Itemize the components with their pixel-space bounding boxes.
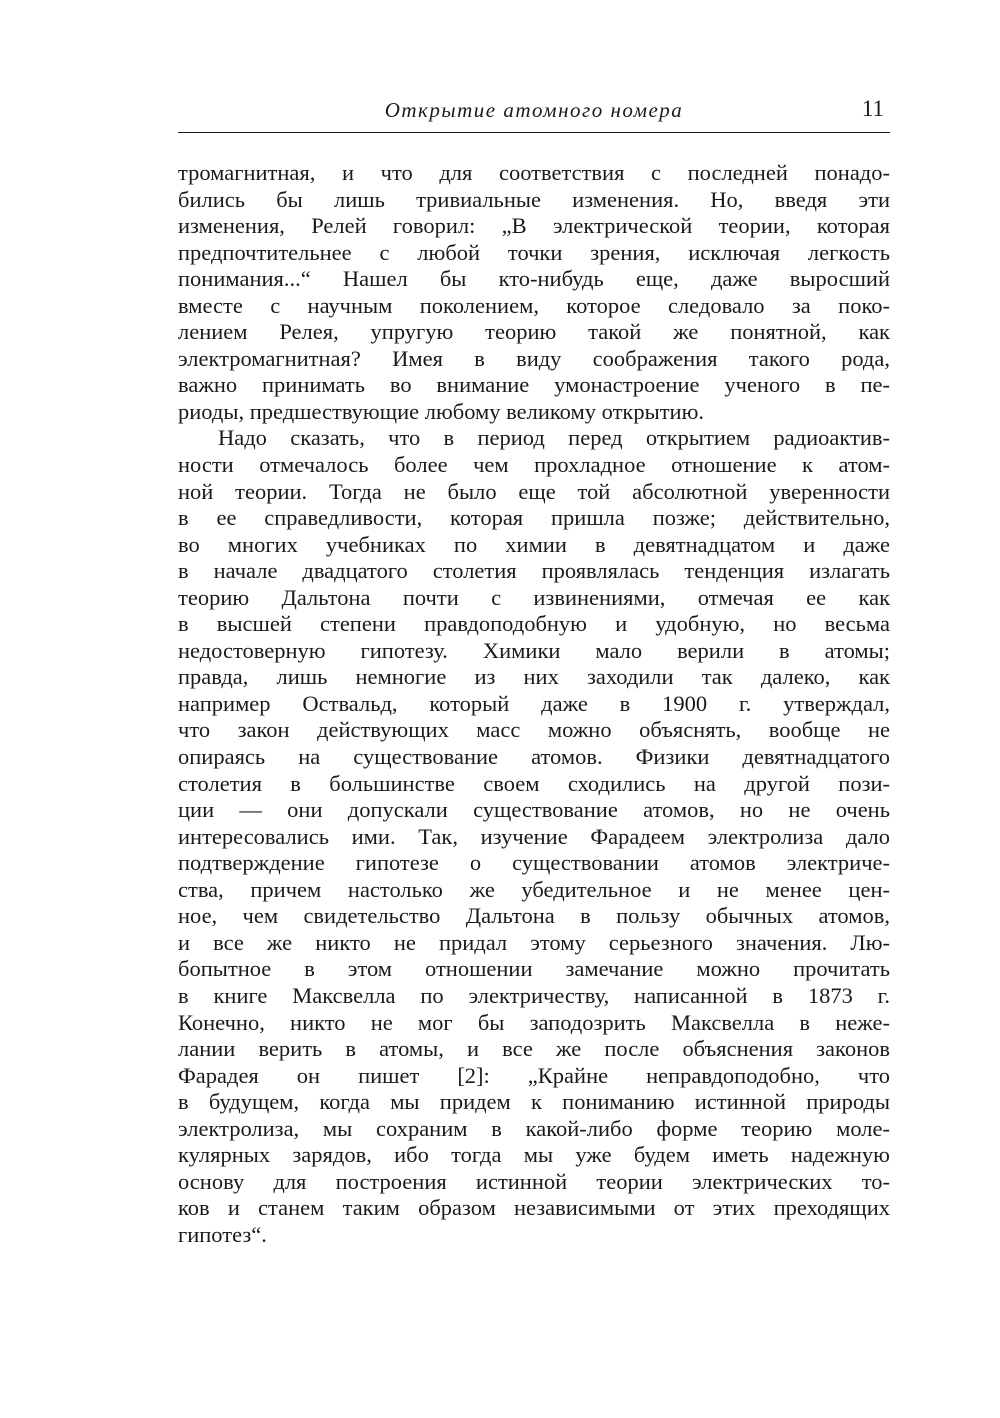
text-line: в ее справедливости, которая пришла позже; действительно, — [178, 505, 890, 531]
header-rule — [178, 132, 890, 133]
page-number: 11 — [861, 96, 884, 121]
text-line: электромагнитная? Имея в виду соображения такого рода, — [178, 345, 890, 371]
text-line: бились бы лишь тривиальные изменения. Но, введя эти — [178, 186, 890, 212]
text-line: Фарадея он пишет [2]: „Крайне неправдоподобно, что — [178, 1062, 890, 1088]
text-line: кулярных зарядов, ибо тогда мы уже будем иметь надежную — [178, 1142, 890, 1168]
text-line: опираясь на существование атомов. Физики девятнадцатого — [178, 744, 890, 770]
text-line: что закон действующих масс можно объяснять, вообще не — [178, 717, 890, 743]
text-line: ков и станем таким образом независимыми от этих преходящих — [178, 1195, 890, 1221]
header-title: Открытие атомного номера — [384, 98, 684, 122]
text-line: Надо сказать, что в период перед открытием радиоактив- — [218, 425, 890, 451]
text-line: ности отмечалось более чем прохладное отношение к атом- — [178, 452, 890, 478]
text-line: лании верить в атомы, и все же после объяснения законов — [178, 1036, 890, 1062]
text-line: и все же никто не придал этому серьезного значения. Лю- — [178, 929, 890, 955]
text-line: лением Релея, упругую теорию такой же понятной, как — [178, 319, 890, 345]
text-line: вместе с научным поколением, которое следовало за поко- — [178, 292, 890, 318]
text-line: в высшей степени правдоподобную и удобную, но весьма — [178, 611, 890, 637]
text-line: изменения, Релей говорил: „В электрической теории, которая — [178, 213, 890, 239]
text-line: подтверждение гипотезе о существовании атомов электриче- — [178, 850, 890, 876]
text-line: в книге Максвелла по электричеству, написанной в 1873 г. — [178, 982, 890, 1008]
text-line: ное, чем свидетельство Дальтона в пользу обычных атомов, — [178, 903, 890, 929]
paragraph-1 — [178, 160, 890, 425]
text-line: Конечно, никто не мог бы заподозрить Максвелла в неже- — [178, 1009, 890, 1035]
text-line: тромагнитная, и что для соответствия с последней понадо- — [178, 160, 890, 185]
text-line: ства, причем настолько же убедительное и не менее цен- — [178, 876, 890, 902]
text-line: риоды, предшествующие любому великому открытию. — [178, 398, 705, 424]
text-line: понимания...“ Нашел бы кто-нибудь еще, даже выросший — [178, 266, 890, 292]
text-line: электролиза, мы сохраним в какой-либо форме теорию моле- — [178, 1115, 890, 1141]
text-line: правда, лишь немногие из них заходили так далеко, как — [178, 664, 890, 690]
body-text — [178, 160, 890, 1248]
text-line: бопытное в этом отношении замечание можно прочитать — [178, 956, 890, 982]
text-line: например Оствальд, который даже в 1900 г. утверждал, — [178, 690, 890, 716]
text-line: ной теории. Тогда не было еще той абсолютной уверенности — [178, 478, 890, 504]
text-line: важно принимать во внимание умонастроение ученого в пе- — [178, 372, 890, 398]
text-line: столетия в большинстве своем сходились на другой пози- — [178, 770, 890, 796]
text-line: ции — они допускали существование атомов, но не очень — [178, 797, 890, 823]
text-line: теорию Дальтона почти с извинениями, отмечая ее как — [178, 584, 890, 610]
text-line: в будущем, когда мы придем к пониманию истинной природы — [178, 1089, 890, 1115]
text-line: предпочтительнее с любой точки зрения, исключая легкость — [178, 239, 890, 265]
running-header — [178, 92, 890, 132]
text-line: во многих учебниках по химии в девятнадцатом и даже — [178, 531, 890, 557]
text-line: основу для построения истинной теории электрических то- — [178, 1168, 890, 1194]
paragraph-2 — [178, 425, 890, 1248]
text-line: недостоверную гипотезу. Химики мало верили в атомы; — [178, 637, 890, 663]
text-line: гипотез“. — [178, 1221, 267, 1247]
text-line: в начале двадцатого столетия проявлялась тенденция излагать — [178, 558, 890, 584]
text-line: интересовались ими. Так, изучение Фарадеем электролиза дало — [178, 823, 890, 849]
